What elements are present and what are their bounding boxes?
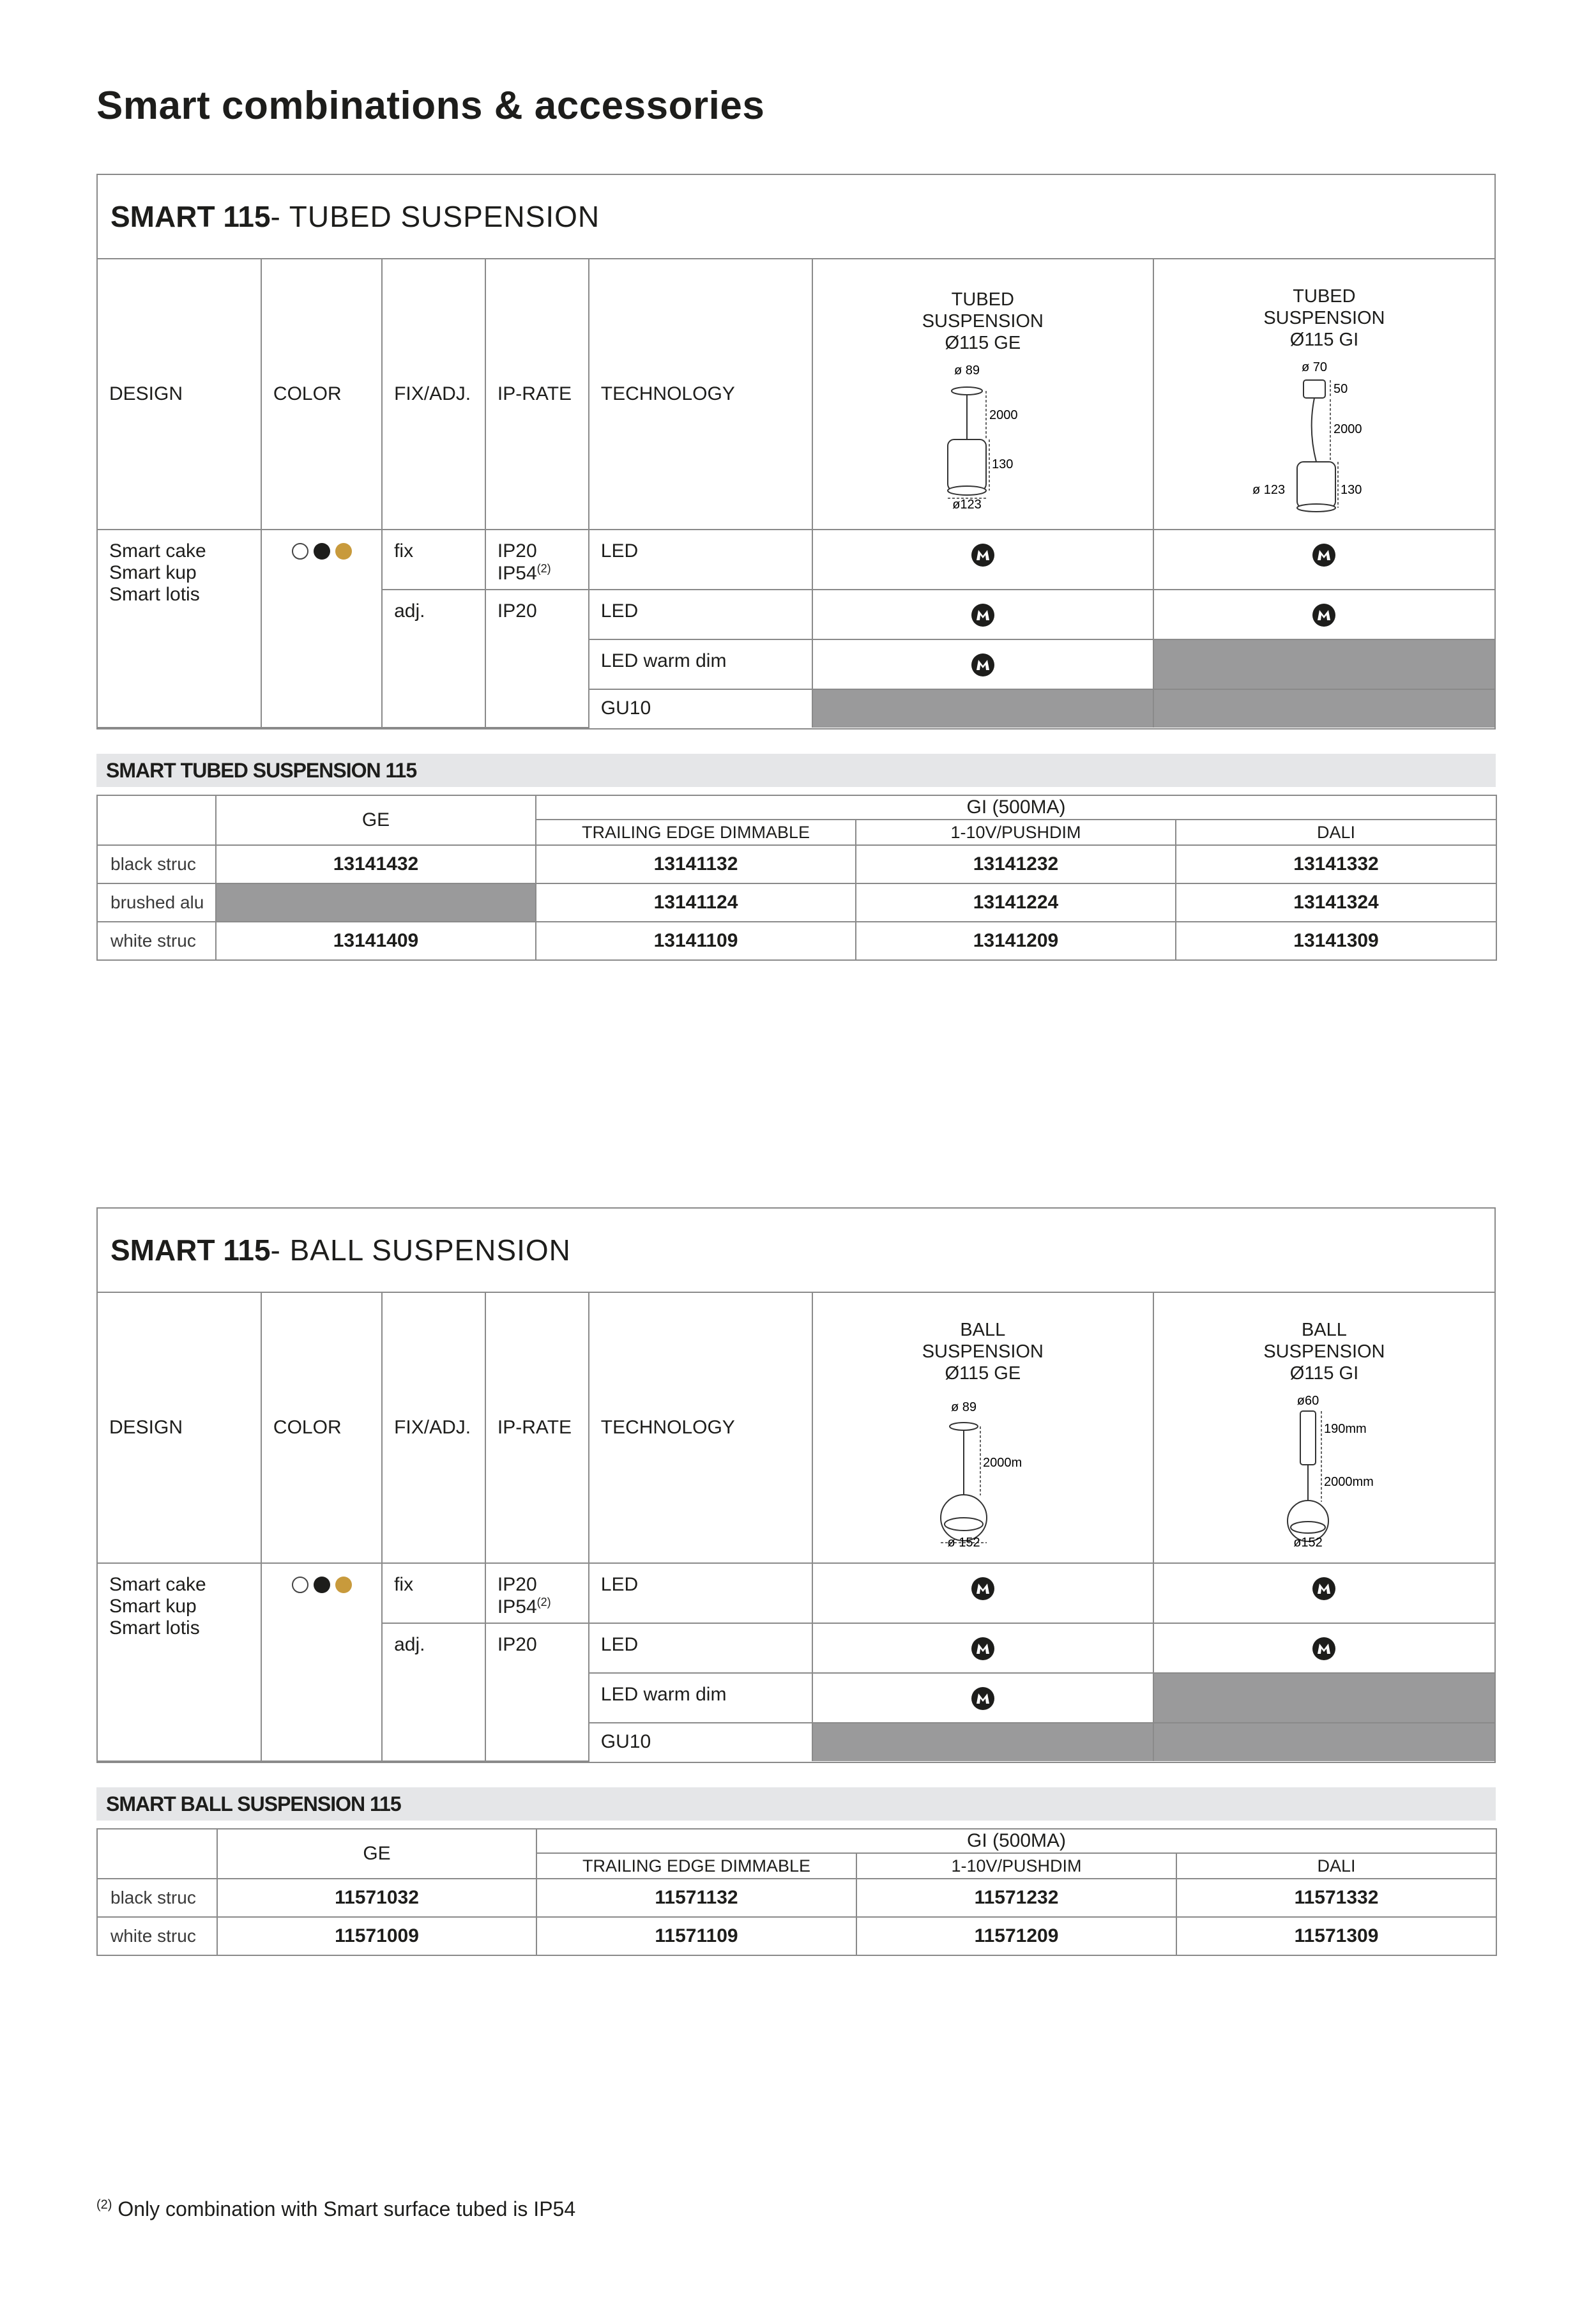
order-subheader: DALI (1176, 1853, 1496, 1879)
header-design: DESIGN (98, 259, 261, 530)
fix-value: fix (382, 1563, 485, 1623)
row-label: black struc (97, 1879, 217, 1917)
color-black-swatch (314, 1577, 330, 1593)
dim-label: ø123 (952, 498, 982, 510)
unavailable-cell (216, 883, 536, 922)
unavailable-cell (812, 1723, 1153, 1761)
m-logo-icon (1312, 603, 1336, 627)
ip-rate-alt: IP54 (497, 1596, 537, 1617)
order-subheader: DALI (1176, 820, 1496, 845)
dim-label: 2000 (1334, 422, 1362, 436)
ip-value: IP20 (485, 1623, 589, 1761)
title-light: - TUBED SUSPENSION (270, 200, 600, 233)
order-header-ge: GE (216, 795, 536, 845)
spec-table (96, 1207, 1496, 1763)
dim-label: 130 (1341, 483, 1362, 497)
m-logo-icon (1312, 1577, 1336, 1601)
dim-label: 130 (991, 457, 1014, 471)
technology-value: GU10 (589, 689, 812, 728)
header-technology: TECHNOLOGY (589, 1293, 812, 1563)
dim-label: ø 70 (1302, 360, 1328, 374)
title-bold: SMART 115 (110, 1234, 271, 1267)
order-corner (97, 795, 216, 845)
product-gi (1153, 1293, 1494, 1563)
header-ip: IP-RATE (485, 1293, 589, 1563)
color-white-swatch (292, 543, 308, 560)
ip-rate: IP20 (497, 540, 537, 561)
technology-value: LED warm dim (589, 639, 812, 689)
color-swatches (261, 1563, 382, 1761)
technology-value: LED (589, 530, 812, 590)
available-cell (812, 1673, 1153, 1723)
product-name: BALL SUSPENSION Ø115 GE (922, 1320, 1044, 1384)
title-light: - BALL SUSPENSION (270, 1234, 571, 1267)
product-name: TUBED SUSPENSION Ø115 GE (922, 289, 1044, 353)
ip-value (485, 530, 589, 590)
article-code: 13141324 (1176, 883, 1496, 922)
ip-value (485, 1563, 589, 1623)
available-cell (1153, 530, 1494, 590)
header-color: COLOR (261, 259, 382, 530)
article-code: 11571309 (1176, 1917, 1496, 1955)
tubed-gi-drawing (1247, 360, 1401, 513)
unavailable-cell (1153, 639, 1494, 689)
dim-label: 2000 (989, 408, 1018, 422)
table-row (97, 845, 1496, 883)
dim-label: 2000mm (1324, 1475, 1374, 1489)
header-color: COLOR (261, 1293, 382, 1563)
footnote-mark: (2) (536, 562, 551, 575)
order-corner (97, 1829, 217, 1879)
article-code: 11571209 (856, 1917, 1176, 1955)
dim-label: ø 89 (954, 363, 980, 378)
ip-rate-alt: IP54 (497, 563, 537, 584)
product-ge (812, 259, 1153, 530)
dim-label: ø 152 (947, 1536, 980, 1547)
order-subheader: TRAILING EDGE DIMMABLE (536, 820, 856, 845)
page-title: Smart combinations & accessories (96, 84, 765, 128)
available-cell (812, 1623, 1153, 1673)
footnote-mark: (2) (96, 2197, 112, 2212)
section-title (98, 175, 1494, 259)
table-row (97, 1879, 1496, 1917)
fix-value: fix (382, 530, 485, 590)
footnote (96, 2197, 575, 2221)
dim-label: 50 (1334, 382, 1348, 396)
table-row (97, 922, 1496, 960)
product-ge (812, 1293, 1153, 1563)
ball-gi-drawing (1254, 1393, 1394, 1547)
order-subheader: 1-10V/PUSHDIM (856, 820, 1176, 845)
article-code: 11571132 (536, 1879, 856, 1917)
order-subheader: TRAILING EDGE DIMMABLE (536, 1853, 856, 1879)
available-cell (1153, 1623, 1494, 1673)
article-code: 13141409 (216, 922, 536, 960)
order-table-title: SMART BALL SUSPENSION 115 (96, 1787, 1496, 1821)
technology-value: GU10 (589, 1723, 812, 1761)
m-logo-icon (971, 1577, 995, 1601)
section-title (98, 1209, 1494, 1293)
technology-value: LED (589, 1563, 812, 1623)
ball-ge-drawing (919, 1393, 1047, 1547)
spec-table (96, 174, 1496, 729)
article-code: 11571232 (856, 1879, 1176, 1917)
header-fix: FIX/ADJ. (382, 1293, 485, 1563)
design-list: Smart cake Smart kup Smart lotis (98, 1563, 261, 1761)
available-cell (812, 590, 1153, 639)
color-swatches (261, 530, 382, 728)
ip-value: IP20 (485, 590, 589, 728)
article-code: 11571032 (217, 1879, 536, 1917)
table-row (97, 883, 1496, 922)
design-list: Smart cake Smart kup Smart lotis (98, 530, 261, 728)
fix-value: adj. (382, 590, 485, 728)
row-label: white struc (97, 1917, 217, 1955)
order-header-gi: GI (500MA) (536, 1829, 1496, 1853)
m-logo-icon (971, 1637, 995, 1661)
color-gold-swatch (335, 543, 352, 560)
row-label: brushed alu (97, 883, 216, 922)
order-subheader: 1-10V/PUSHDIM (856, 1853, 1176, 1879)
unavailable-cell (1153, 1723, 1494, 1761)
dim-label: 190mm (1324, 1422, 1367, 1436)
unavailable-cell (812, 689, 1153, 728)
product-gi (1153, 259, 1494, 530)
unavailable-cell (1153, 1673, 1494, 1723)
technology-value: LED warm dim (589, 1673, 812, 1723)
title-bold: SMART 115 (110, 200, 271, 233)
product-name: TUBED SUSPENSION Ø115 GI (1263, 286, 1385, 350)
header-design: DESIGN (98, 1293, 261, 1563)
article-code: 13141332 (1176, 845, 1496, 883)
color-white-swatch (292, 1577, 308, 1593)
footnote-text: Only combination with Smart surface tubed is IP54 (112, 2197, 576, 2220)
header-fix: FIX/ADJ. (382, 259, 485, 530)
fix-value: adj. (382, 1623, 485, 1761)
table-row (97, 1917, 1496, 1955)
article-code: 13141109 (536, 922, 856, 960)
article-code: 13141124 (536, 883, 856, 922)
m-logo-icon (1312, 1637, 1336, 1661)
color-gold-swatch (335, 1577, 352, 1593)
order-table (96, 795, 1497, 961)
article-code: 13141224 (856, 883, 1176, 922)
order-header-ge: GE (217, 1829, 536, 1879)
ip-rate: IP20 (497, 1574, 537, 1595)
article-code: 13141132 (536, 845, 856, 883)
section-ball (96, 1207, 1496, 1956)
section-tubed (96, 174, 1496, 961)
order-header-gi: GI (500MA) (536, 795, 1496, 820)
article-code: 11571009 (217, 1917, 536, 1955)
product-name: BALL SUSPENSION Ø115 GI (1263, 1320, 1385, 1384)
dim-label: 2000m (982, 1456, 1022, 1470)
row-label: white struc (97, 922, 216, 960)
article-code: 13141232 (856, 845, 1176, 883)
article-code: 13141209 (856, 922, 1176, 960)
available-cell (812, 1563, 1153, 1623)
m-logo-icon (971, 653, 995, 677)
available-cell (1153, 1563, 1494, 1623)
m-logo-icon (971, 1686, 995, 1711)
header-ip: IP-RATE (485, 259, 589, 530)
available-cell (1153, 590, 1494, 639)
dim-label: ø152 (1293, 1536, 1323, 1547)
m-logo-icon (1312, 543, 1336, 567)
dim-label: ø 123 (1252, 483, 1286, 497)
dim-label: ø60 (1297, 1394, 1319, 1408)
header-technology: TECHNOLOGY (589, 259, 812, 530)
row-label: black struc (97, 845, 216, 883)
technology-value: LED (589, 590, 812, 639)
dim-label: ø 89 (950, 1400, 977, 1414)
unavailable-cell (1153, 689, 1494, 728)
tubed-ge-drawing (919, 363, 1047, 510)
available-cell (812, 639, 1153, 689)
available-cell (812, 530, 1153, 590)
m-logo-icon (971, 543, 995, 567)
article-code: 11571109 (536, 1917, 856, 1955)
article-code: 13141309 (1176, 922, 1496, 960)
footnote-mark: (2) (536, 1596, 551, 1608)
technology-value: LED (589, 1623, 812, 1673)
m-logo-icon (971, 603, 995, 627)
order-table (96, 1828, 1497, 1956)
color-black-swatch (314, 543, 330, 560)
order-table-title: SMART TUBED SUSPENSION 115 (96, 754, 1496, 787)
article-code: 13141432 (216, 845, 536, 883)
article-code: 11571332 (1176, 1879, 1496, 1917)
